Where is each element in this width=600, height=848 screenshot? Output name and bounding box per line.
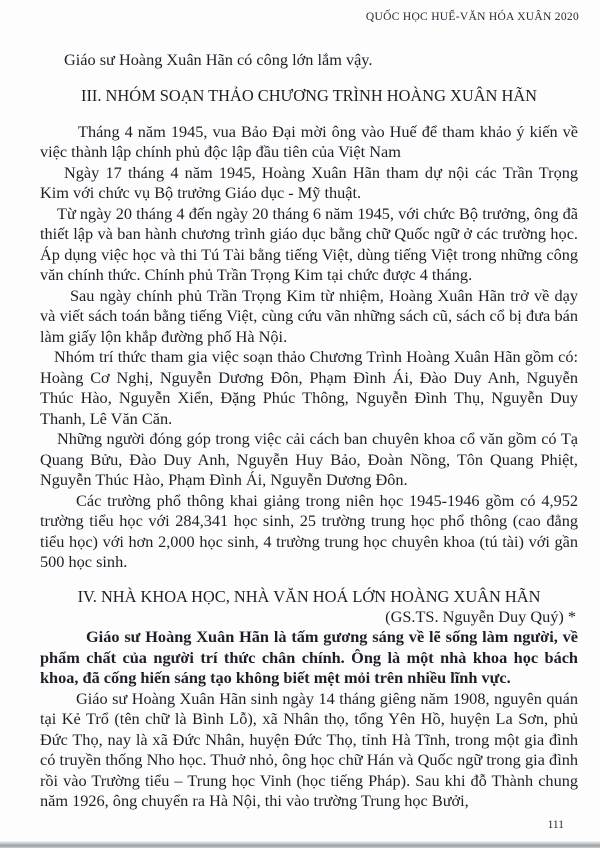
paragraph-school-statistics: Các trường phổ thông khai giảng trong niên học 1945-1946 gồm có 4,952 trường tiểu học với 284,341 học sinh, 25 trường trung học phổ thông (cao đẳng tiểu học) với hơn 2,000 học sinh, 4 trường trung học chuyên khoa (tú tài) với gần 500 học sinh. <box>40 490 578 571</box>
paragraph-intro: Giáo sư Hoàng Xuân Hãn có công lớn lắm vậy. <box>64 50 373 69</box>
running-header: QUỐC HỌC HUẾ-VĂN HÓA XUÂN 2020 <box>365 11 579 23</box>
section-heading-iii: III. NHÓM SOẠN THẢO CHƯƠNG TRÌNH HOÀNG XUÂN HÃN <box>80 85 537 105</box>
paragraph-biography: Giáo sư Hoàng Xuân Hãn sinh ngày 14 tháng giêng năm 1908, nguyên quán tại Kẻ Trổ (tên chữ là Bình Lỗ), xã Nhân thọ, tổng Yên Hồ, huyện La Sơn, phủ Đức Thọ, nay là xã Đức Nhân, huyện Đức Thọ, tỉnh Hà Tĩnh, trong một gia đình có truyền thống Nho học. Thuở nhỏ, ông học chữ Hán và Quốc ngữ trong gia đình rồi vào Trường tiểu – Trung học Vinh (học tiếng Pháp). Sau khi đỗ Thành chung năm 1926, ông chuyển ra Hà Nội, thi vào trường Trung học Bưởi, <box>40 688 578 810</box>
page-edge-shadow <box>0 841 600 848</box>
paragraph-education-program: Từ ngày 20 tháng 4 đến ngày 20 tháng 6 năm 1945, với chức Bộ trưởng, ông đã thiết lập và ban hành chương trình giáo dục bằng chữ Quốc ngữ ở các trường học. Áp dụng việc học và thi Tú Tài bằng tiếng Việt, dùng tiếng Việt trong những công văn chính thức. Chính phủ Trần Trọng Kim tại chức được 4 tháng. <box>40 203 578 284</box>
paragraph-april-1945: Tháng 4 năm 1945, vua Bảo Đại mời ông vào Huế để tham khảo ý kiến về việc thành lập chính phủ độc lập đầu tiên của Việt Nam <box>40 121 578 161</box>
paragraph-after-resignation: Sau ngày chính phủ Trần Trọng Kim từ nhiệm, Hoàng Xuân Hãn trở về dạy và viết sách toán bằng tiếng Việt, cùng cứu vãn những sách cũ, sách cổ bị đưa bán làm giấy lộn khắp đường phố Hà Nội. <box>40 285 578 346</box>
paragraph-cabinet: Ngày 17 tháng 4 năm 1945, Hoàng Xuân Hãn tham dự nội các Trần Trọng Kim với chức vụ Bộ trưởng Giáo dục - Mỹ thuật. <box>40 162 578 202</box>
section-heading-iv: IV. NHÀ KHOA HỌC, NHÀ VĂN HOÁ LỚN HOÀNG XUÂN HÃN <box>77 586 541 606</box>
bold-lead-paragraph: Giáo sư Hoàng Xuân Hãn là tấm gương sáng về lẽ sống làm người, về phẩm chất của người trí thức chân chính. Ông là một nhà khoa học bách khoa, đã cống hiến sáng tạo không biết mệt mỏi trên nhiều lĩnh vực. <box>40 627 578 687</box>
page-content <box>40 50 578 812</box>
byline-author: (GS.TS. Nguyễn Duy Quý) * <box>385 606 576 626</box>
paragraph-drafting-group: Nhóm trí thức tham gia việc soạn thảo Chương Trình Hoàng Xuân Hãn gồm có: Hoàng Cơ Nghị, Nguyễn Dương Đôn, Phạm Đình Ái, Đào Duy Anh, Nguyễn Thúc Hào, Nguyễn Xiển, Đặng Phúc Thông, Nguyễn Đình Thụ, Nguyễn Duy Thanh, Lê Văn Căn. <box>40 347 578 428</box>
page-number: 111 <box>547 819 564 831</box>
paragraph-contributors: Những người đóng góp trong việc cải cách ban chuyên khoa cổ văn gồm có Tạ Quang Bửu, Đào Duy Anh, Nguyễn Huy Bảo, Đoàn Nồng, Tôn Quang Phiệt, Nguyễn Thúc Hào, Phạm Đình Ái, Nguyễn Dương Đôn. <box>40 429 578 489</box>
